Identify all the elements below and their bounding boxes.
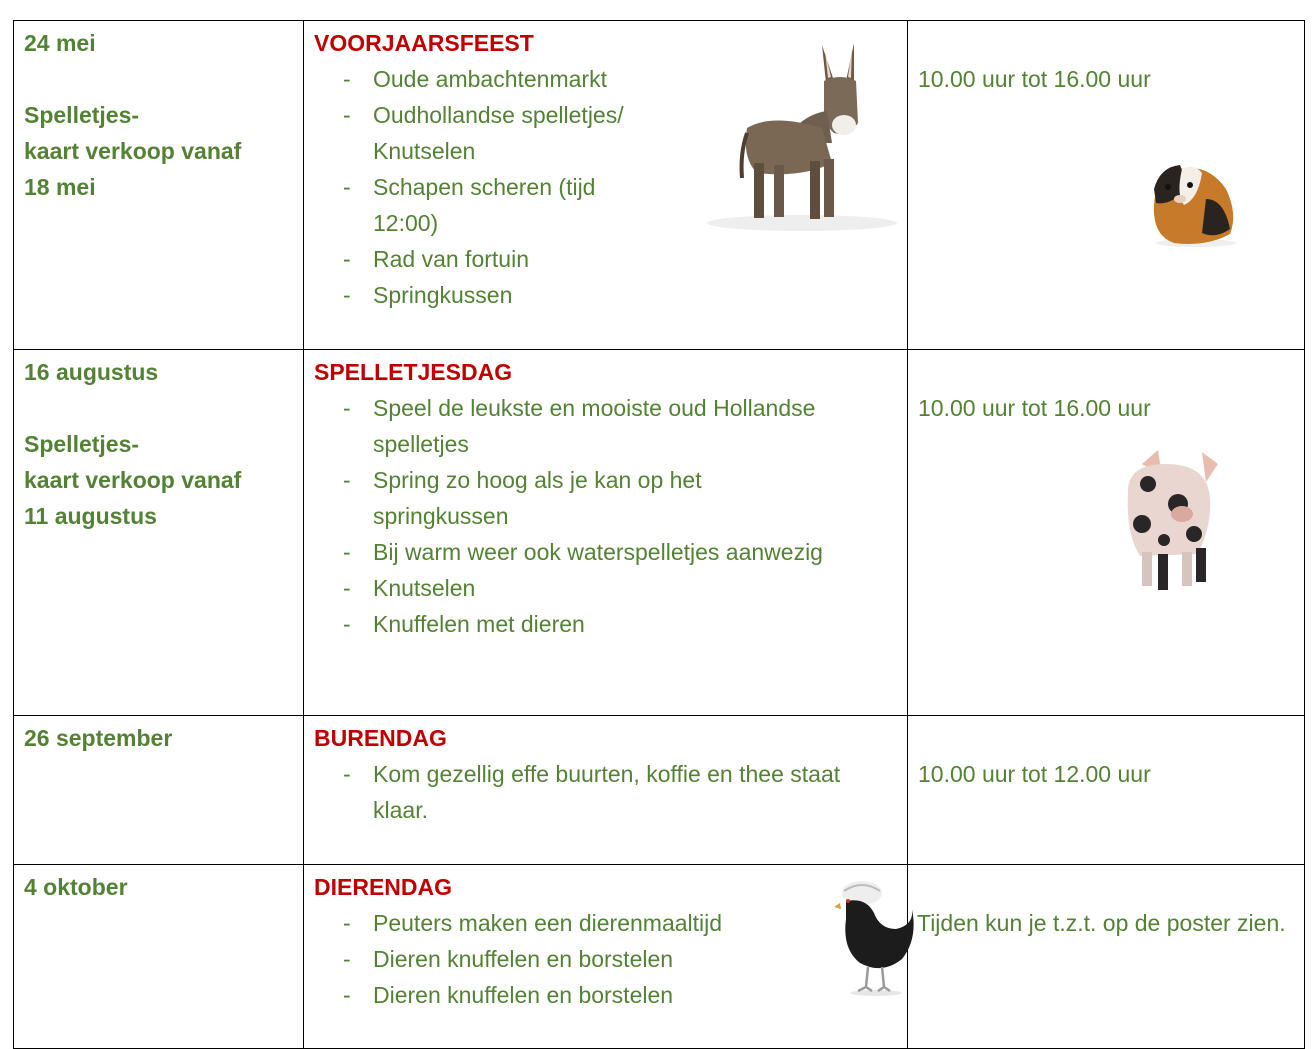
event-date: 16 augustus bbox=[24, 359, 159, 385]
date-cell bbox=[14, 350, 304, 716]
list-item: - Knuffelen met dieren bbox=[343, 611, 585, 637]
list-item: - Dieren knuffelen en borstelen bbox=[343, 946, 674, 972]
donkey-icon bbox=[702, 33, 902, 233]
list-item: - Springkussen bbox=[343, 282, 513, 308]
sale-line: Spelletjes- bbox=[24, 102, 140, 128]
event-date: 24 mei bbox=[24, 30, 96, 56]
sale-line: Spelletjes- bbox=[24, 431, 140, 457]
date-cell bbox=[14, 716, 304, 865]
event-title: BURENDAG bbox=[314, 725, 447, 751]
guinea-pig-icon bbox=[1146, 159, 1238, 249]
list-item: - Speel de leukste en mooiste oud Hollandse spelletjes bbox=[343, 395, 816, 457]
table-row bbox=[14, 865, 1305, 1049]
event-time: 10.00 uur tot 16.00 uur bbox=[918, 66, 1151, 92]
list-item: - Kom gezellig effe buurten, koffie en thee staat klaar. bbox=[343, 761, 841, 823]
event-title: SPELLETJESDAG bbox=[314, 359, 513, 385]
list-item: - Knutselen bbox=[343, 575, 476, 601]
table-row bbox=[14, 350, 1305, 716]
list-item: - Rad van fortuin bbox=[343, 246, 529, 272]
event-date: 26 september bbox=[24, 725, 173, 751]
time-cell bbox=[908, 865, 1305, 1049]
time-cell bbox=[908, 21, 1305, 350]
events-table bbox=[13, 20, 1305, 1049]
time-cell bbox=[908, 350, 1305, 716]
event-time: Tijden kun je t.z.t. op de poster zien. bbox=[917, 910, 1286, 936]
list-item: - Schapen scheren (tijd 12:00) bbox=[343, 174, 596, 236]
event-time: 10.00 uur tot 12.00 uur bbox=[918, 761, 1151, 787]
date-cell bbox=[14, 21, 304, 350]
list-item: - Oudhollandse spelletjes/ Knutselen bbox=[343, 102, 624, 164]
table-row bbox=[14, 716, 1305, 865]
list-item: - Dieren knuffelen en borstelen bbox=[343, 982, 674, 1008]
sale-line: kaart verkoop vanaf bbox=[24, 467, 242, 493]
date-cell bbox=[14, 865, 304, 1049]
activity-list bbox=[314, 905, 907, 1013]
activity-list bbox=[314, 756, 907, 828]
time-cell bbox=[908, 716, 1305, 865]
activities-cell bbox=[304, 350, 908, 716]
list-item: - Oude ambachtenmarkt bbox=[343, 66, 607, 92]
table-row bbox=[14, 21, 1305, 350]
activities-cell bbox=[304, 716, 908, 865]
activities-cell bbox=[304, 865, 908, 1049]
chicken-icon bbox=[832, 879, 916, 997]
list-item: - Spring zo hoog als je kan op het springkussen bbox=[343, 467, 702, 529]
sale-line: 11 augustus bbox=[24, 503, 157, 529]
activity-list bbox=[314, 390, 907, 642]
event-date: 4 oktober bbox=[24, 874, 128, 900]
sale-line: 18 mei bbox=[24, 174, 96, 200]
sale-line: kaart verkoop vanaf bbox=[24, 138, 242, 164]
list-item: - Bij warm weer ook waterspelletjes aanwezig bbox=[343, 539, 823, 565]
event-title: VOORJAARSFEEST bbox=[314, 30, 534, 56]
list-item: - Peuters maken een dierenmaaltijd bbox=[343, 910, 723, 936]
event-title: DIERENDAG bbox=[314, 874, 453, 900]
event-time: 10.00 uur tot 16.00 uur bbox=[918, 395, 1151, 421]
pig-icon bbox=[1118, 444, 1226, 594]
activities-cell bbox=[304, 21, 908, 350]
